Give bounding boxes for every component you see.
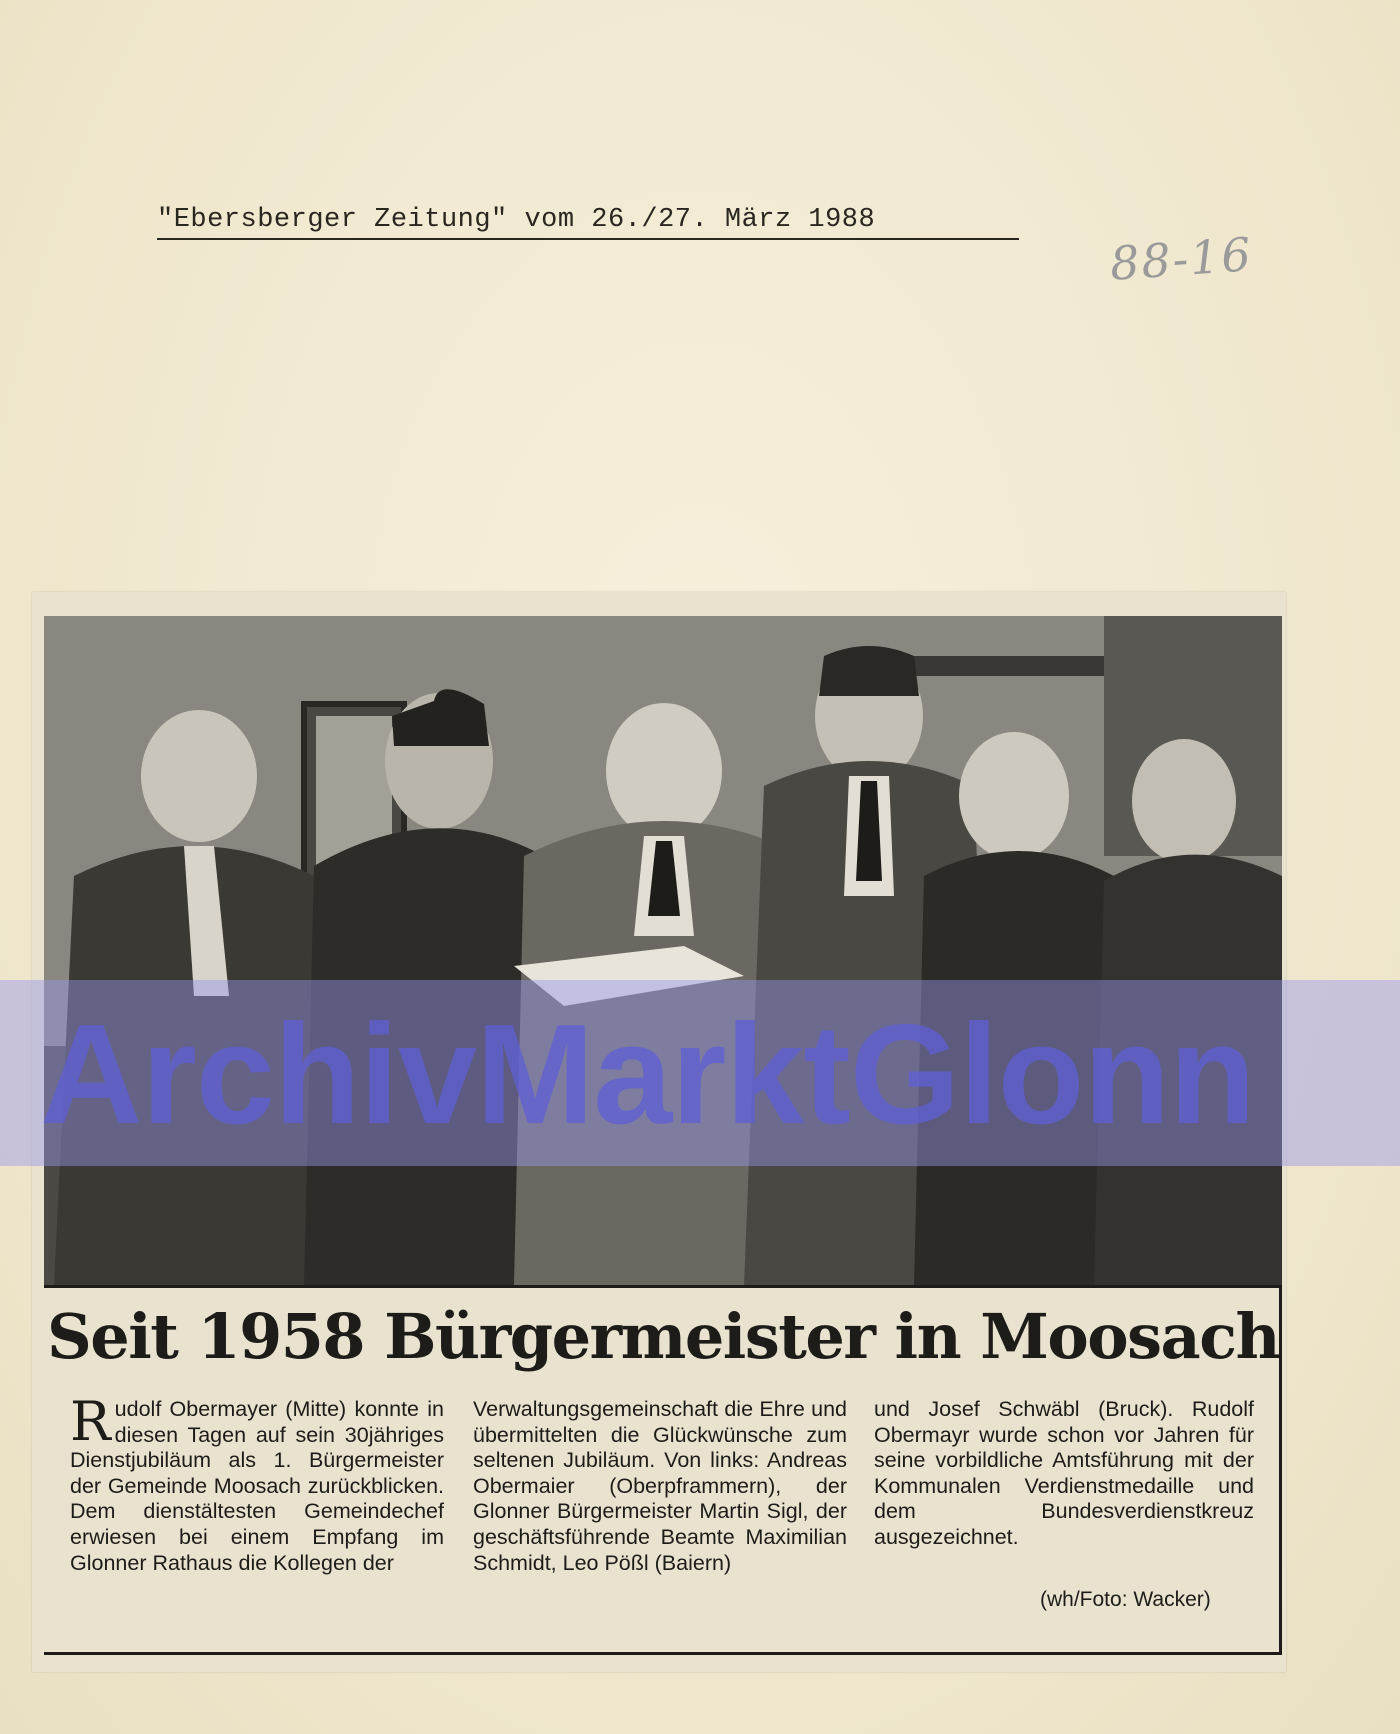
article-column-1 [70,1390,444,1576]
article-column-3: und Josef Schwäbl (Bruck). Rudolf Obermayr wurde schon vor Jahren für seine vorbildliche Amtsführung mit der Kommunalen Verdienstmedaille und dem Bundesverdienstkreuz ausgezeichnet. [874,1397,1254,1549]
source-citation: "Ebersberger Zeitung" vom 26./27. März 1988 [157,205,876,235]
watermark-text: ArchivMarktGlonn [40,995,1255,1154]
source-underline [157,238,1019,240]
article-column-1-text: udolf Obermayer (Mitte) konnte in diesen Tagen auf sein 30jähriges Dienstjubiläum als 1. Bürgermeister der Gemeinde Moosach zurückblicken. Dem dienstältesten Gemeindechef erwiesen bei einem Empfang im Glonner Rathaus die Kollegen der [70,1397,444,1575]
article-column-2: Verwaltungsgemeinschaft die Ehre und übermittelten die Glückwünsche zum seltenen Jubiläum. Von links: Andreas Obermaier (Oberpframmern), der Glonner Bürgermeister Martin Sigl, der geschäftsführende Beamte Maximilian Schmidt, Leo Pößl (Baiern) [473,1397,847,1575]
archive-number: 88-16 [1108,227,1255,291]
photo-border [44,1285,1282,1288]
photo-byline: (wh/Foto: Wacker) [1040,1588,1211,1611]
group-photo-six-men-icon [44,616,1282,1285]
clipping-bottom-rule [44,1652,1282,1655]
group-photo [44,616,1282,1285]
dropcap: R [70,1390,111,1453]
article-headline: Seit 1958 Bürgermeister in Moosach [46,1300,1280,1373]
